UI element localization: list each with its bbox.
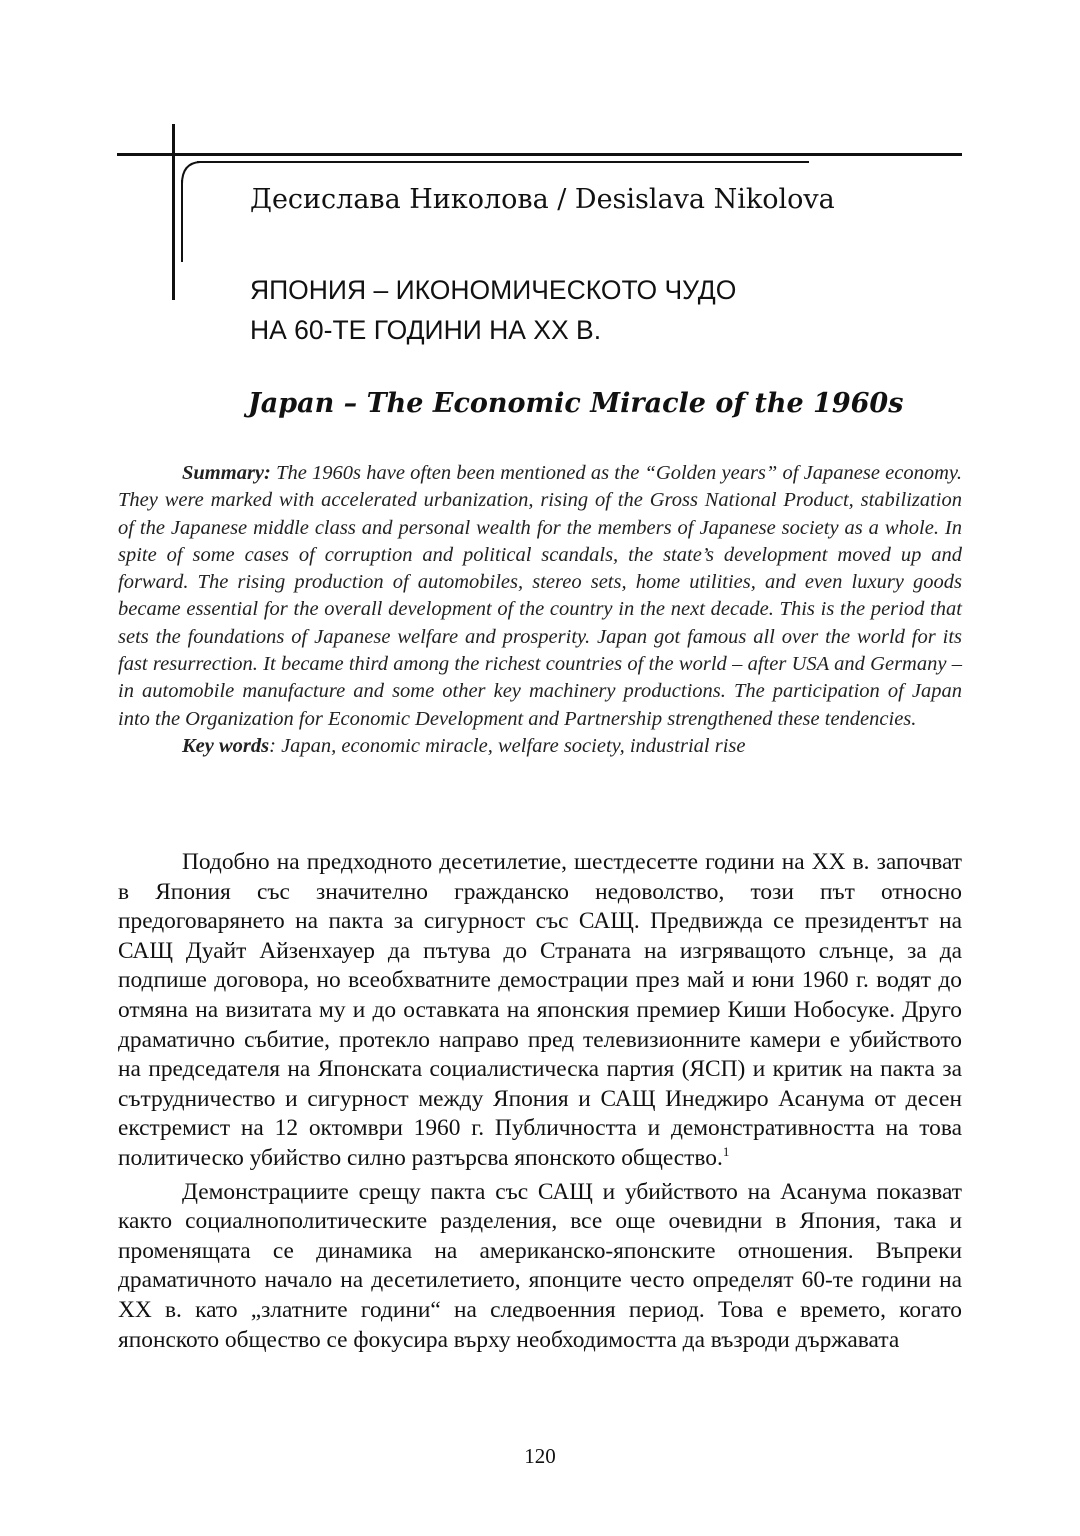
decorative-inner-vertical-rule <box>181 180 183 262</box>
keywords-text: : Japan, economic miracle, welfare society, industrial rise <box>269 734 746 757</box>
footnote-reference[interactable]: 1 <box>722 1143 730 1159</box>
summary-label: Summary: <box>182 462 271 484</box>
decorative-inner-horizontal-rule <box>197 161 809 163</box>
keywords-label: Key words <box>182 734 270 757</box>
keywords-paragraph <box>118 733 962 760</box>
title-bg-line-2: НА 60-ТЕ ГОДИНИ НА XX В. <box>250 315 602 345</box>
decorative-vertical-rule <box>172 124 175 300</box>
author-name: Десислава Николова / Desislava Nikolova <box>250 184 835 215</box>
decorative-corner-curve <box>178 159 202 185</box>
summary-paragraph <box>118 460 962 733</box>
body-paragraph-2: Демонстрациите срещу пакта със САЩ и убийството на Асанума показват както социалнополитическите разделения, все още очевидни в Япония, така и променящата се динамика на американско-японските отношения. Въпреки драматичното начало на десетилетието, японците често определят 60-те години на XX в. като „златните години“ на следвоенния период. Това е времето, когато японското общество се фокусира върху необходимостта да възроди държавата <box>118 1178 962 1353</box>
article-title-english: Japan – The Economic Miracle of the 1960s <box>248 388 904 419</box>
summary-text: The 1960s have often been mentioned as the “Golden years” of Japanese economy. They were marked with accelerated urbanization, rising of the Gross National Product, stabilization of the Japanese middle class and personal wealth for the members of Japanese society as a whole. In spite of some cases of corruption and political scandals, the state’s development moved up and forward. The rising production of automobiles, stereo sets, home utilities, and even luxury goods became essential for the overall development of the country in the next decade. This is the period that sets the foundations of Japanese welfare and prosperity. Japan got famous all over the world for its fast resurrection. It became third among the richest countries of the world – after USA and Germany – in automobile manufacture and some other key machinery productions. The participation of Japan into the Organization for Economic Development and Partnership strengthened these tendencies. <box>118 462 962 730</box>
page-number: 120 <box>524 1444 556 1468</box>
article-title-bulgarian <box>250 270 736 350</box>
body-paragraph-1-text: Подобно на предходното десетилетие, шестдесетте години на XX в. започват в Япония със значително гражданско недоволство, този път относно предоговарянето на пакта за сигурност със САЩ. Предвижда се президентът на САЩ Дуайт Айзенхауер да пътува до Страната на изгряващото слънце, за да подпише договора, но всеобхватните демострации през май и юни 1960 г. водят до отмяна на визитата му и до оставката на японския премиер Киши Нобосуке. Друго драматично събитие, протекло направо пред телевизионните камери е убийството на председателя на Японската социалистическа партия (ЯСП) и критик на пакта за сътрудничество и сигурност между Япония и САЩ Инеджиро Асанума от десен екстремист на 12 октомври 1960 г. Публичността и демонстративността на това политическо убийство силно разтърсва японското общество. <box>118 849 962 1171</box>
title-bg-line-1: ЯПОНИЯ – ИКОНОМИЧЕСКОТО ЧУДО <box>250 275 737 305</box>
article-body <box>118 848 962 1359</box>
summary-block <box>118 460 962 760</box>
body-paragraph-1 <box>118 848 962 1174</box>
decorative-horizontal-rule <box>117 153 962 156</box>
